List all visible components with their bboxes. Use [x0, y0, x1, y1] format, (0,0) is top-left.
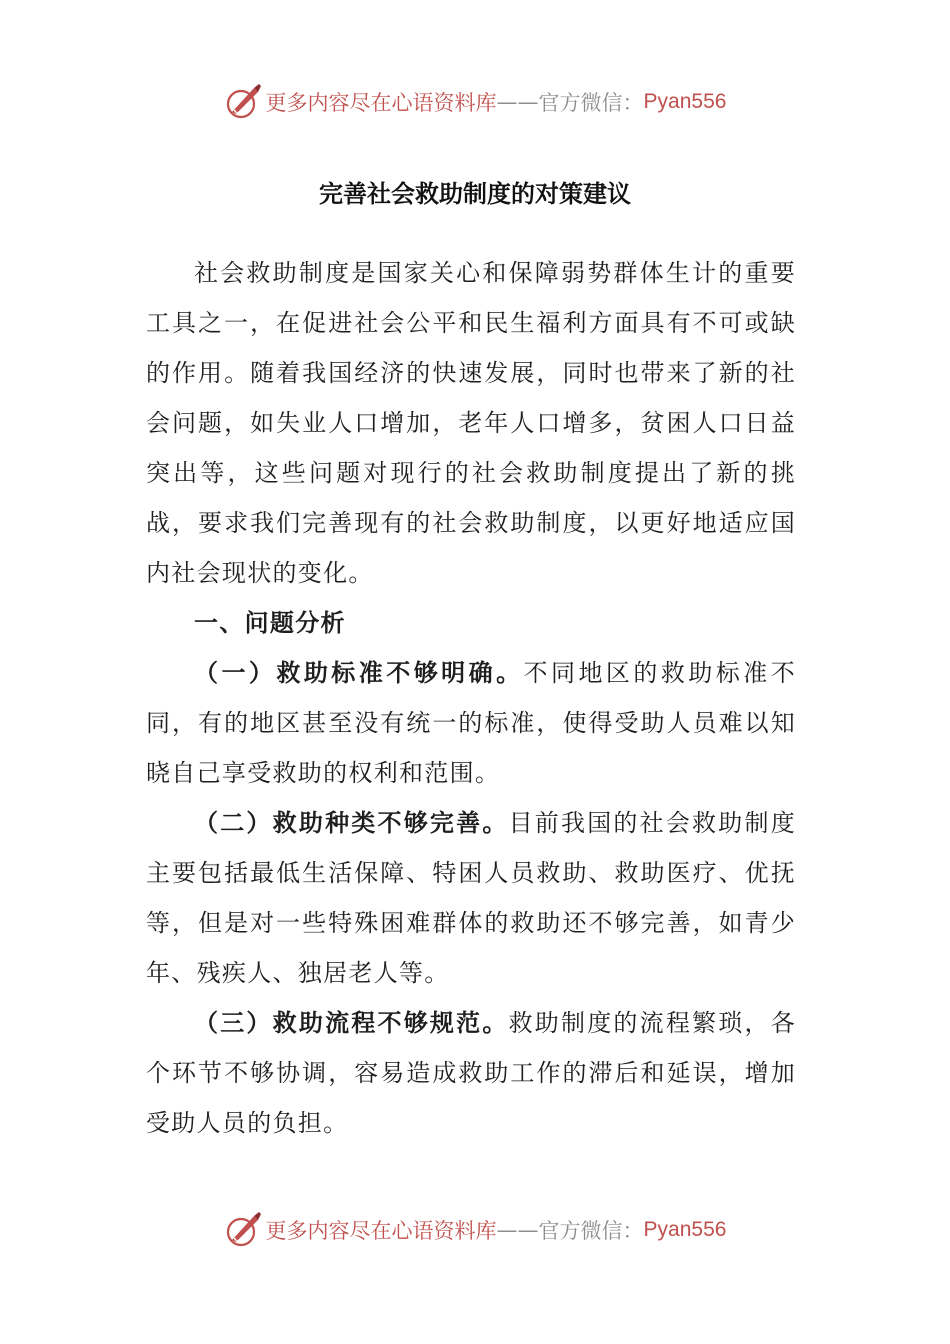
footer-brand-text: 更多内容尽在心语资料库: [265, 1219, 497, 1243]
footer-wechat-label: 官方微信：: [538, 1219, 644, 1243]
footer-wechat-id: Pyan556: [643, 1218, 727, 1241]
item-body-2: 目前我国的社会救助制度主要包括最低生活保障、特困人员救助、救助医疗、优抚等，但是对一些特殊困难群体的救助还不够完善，如青少年、残疾人、独居老人等。: [146, 809, 796, 987]
document-body: [146, 248, 796, 1148]
footer-dash: —: [496, 1218, 518, 1242]
header-banner: [0, 80, 950, 124]
banner-brand-text: 更多内容尽在心语资料库: [265, 91, 497, 115]
banner-dash-2: —: [517, 90, 539, 114]
item-paragraph-2: [146, 798, 796, 998]
item-body-3: 救助制度的流程繁琐，各个环节不够协调，容易造成救助工作的滞后和延误，增加受助人员的负担。: [146, 1009, 796, 1137]
item-lead-1: （一）救助标准不够明确。: [194, 658, 524, 687]
quill-pen-icon: [224, 1211, 262, 1249]
banner-dash: —: [496, 90, 518, 114]
footer-banner: [0, 1208, 950, 1252]
item-paragraph-3: [146, 998, 796, 1148]
item-paragraph-1: [146, 648, 796, 798]
item-body-1: 不同地区的救助标准不同，有的地区甚至没有统一的标准，使得受助人员难以知晓自己享受救助的权利和范围。: [146, 659, 796, 787]
section-heading: 一、问题分析: [194, 608, 346, 637]
banner-wechat-label: 官方微信：: [538, 91, 644, 115]
item-lead-3: （三）救助流程不够规范。: [194, 1008, 509, 1037]
banner-wechat-id: Pyan556: [643, 90, 727, 113]
intro-paragraph: 社会救助制度是国家关心和保障弱势群体生计的重要工具之一，在促进社会公平和民生福利方面具有不可或缺的作用。随着我国经济的快速发展，同时也带来了新的社会问题，如失业人口增加，老年人口增多，贫困人口日益突出等，这些问题对现行的社会救助制度提出了新的挑战，要求我们完善现有的社会救助制度，以更好地适应国内社会现状的变化。: [146, 259, 796, 587]
document-title: 完善社会救助制度的对策建议: [319, 179, 631, 208]
footer-dash-2: —: [517, 1218, 539, 1242]
item-lead-2: （二）救助种类不够完善。: [194, 808, 509, 837]
quill-pen-icon: [224, 83, 262, 121]
